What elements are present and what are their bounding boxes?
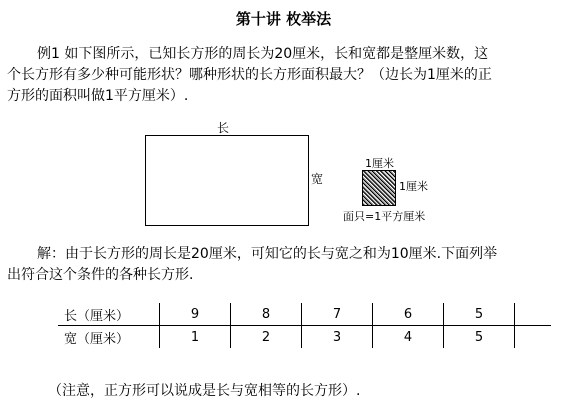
- width-row: [58, 326, 551, 349]
- table-cell-empty: [515, 303, 552, 326]
- table-cell: 5: [444, 303, 515, 326]
- example-line: 方形的面积叫做1平方厘米）.: [7, 88, 189, 104]
- square-top-label: 1厘米: [365, 157, 394, 170]
- row-header: 长（厘米）: [58, 303, 160, 326]
- square-side-label: 1厘米: [399, 180, 428, 193]
- length-row: [58, 303, 551, 326]
- row-header: 宽（厘米）: [64, 331, 130, 347]
- solution-text: [7, 244, 560, 286]
- rectangle-figure: [145, 135, 309, 226]
- table-cell-empty: [515, 326, 552, 349]
- table-cell: 1: [160, 326, 231, 349]
- table-cell: 3: [302, 326, 373, 349]
- solution-line: 解：由于长方形的周长是20厘米，可知它的长与宽之和为10厘米.下面列举: [37, 246, 498, 262]
- example-line: 个长方形有多少种可能形状？哪种形状的长方形面积最大？（边长为1厘米的正: [7, 67, 492, 83]
- table-cell: 5: [444, 326, 515, 349]
- table-cell: 9: [160, 303, 231, 326]
- table-cell: 2: [231, 326, 302, 349]
- unit-square-figure: [362, 170, 396, 206]
- table-cell: 7: [302, 303, 373, 326]
- example-problem: [7, 44, 560, 107]
- table-cell: 4: [373, 326, 444, 349]
- table-cell: 8: [231, 303, 302, 326]
- page-title: 第十讲 枚举法: [235, 10, 332, 28]
- rectangle-width-label: 宽: [311, 172, 324, 186]
- table-cell: 6: [373, 303, 444, 326]
- rectangle-length-label: 长: [217, 121, 230, 135]
- square-area-label: 面只=1平方厘米: [343, 210, 426, 223]
- example-line: 例1 如下图所示，已知长方形的周长为20厘米，长和宽都是整厘米数，这: [37, 46, 489, 62]
- solution-line: 出符合这个条件的各种长方形.: [7, 267, 194, 283]
- note-text: （注意，正方形可以说成是长与宽相等的长方形）.: [48, 383, 361, 399]
- dimensions-table: [58, 303, 551, 348]
